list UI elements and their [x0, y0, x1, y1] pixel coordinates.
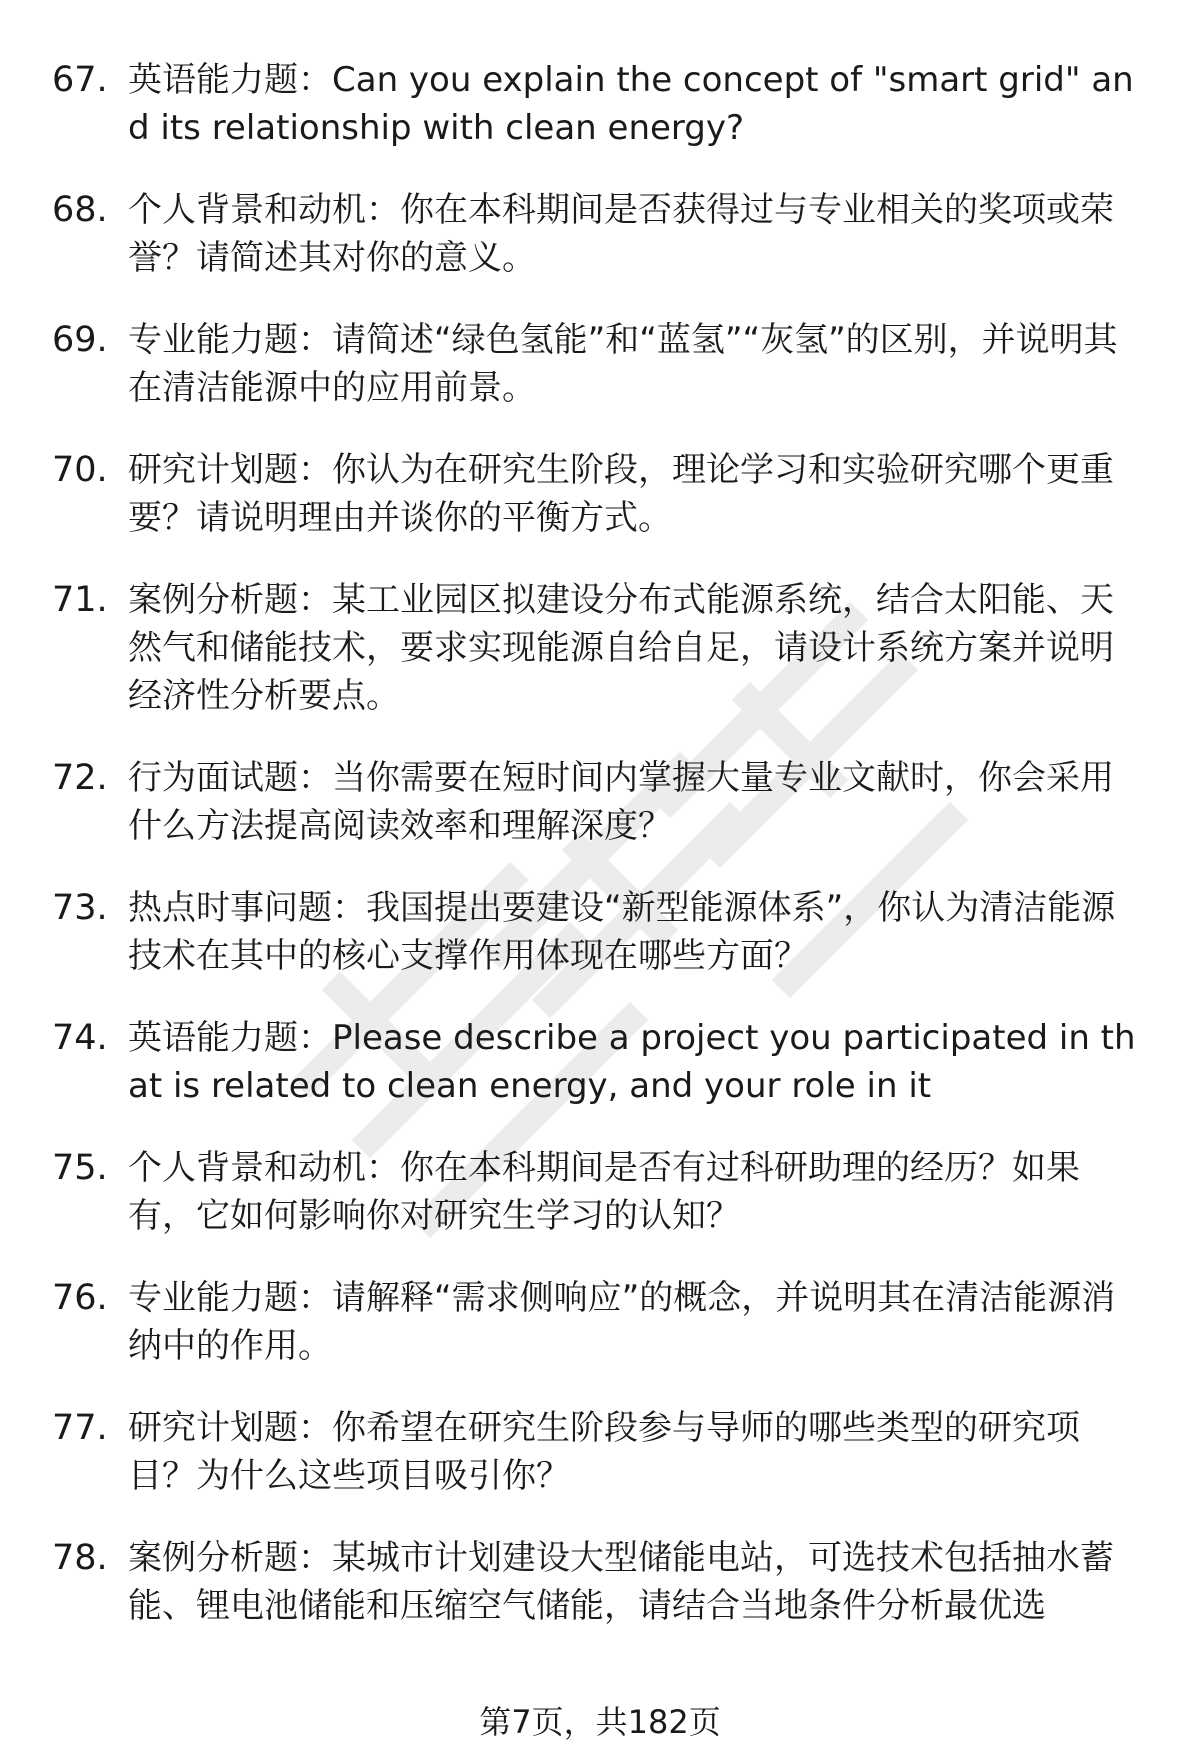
question-text: 案例分析题：某城市计划建设大型储能电站，可选技术包括抽水蓄能、锂电池储能和压缩空气储能，请结合当地条件分析最优选 [128, 1538, 1114, 1626]
question-item [0, 576, 1200, 734]
question-item [0, 1274, 1200, 1384]
question-number: 67. [52, 60, 108, 100]
question-text: 个人背景和动机：你在本科期间是否有过科研助理的经历？如果有，它如何影响你对研究生学习的认知？ [128, 1148, 1080, 1236]
question-item [0, 1144, 1200, 1254]
question-item [0, 1404, 1200, 1514]
question-number: 73. [52, 888, 108, 928]
question-number: 72. [52, 758, 108, 798]
question-text: 研究计划题：你希望在研究生阶段参与导师的哪些类型的研究项目？为什么这些项目吸引你？ [128, 1408, 1080, 1496]
question-number: 76. [52, 1278, 108, 1318]
question-text: 专业能力题：请解释“需求侧响应”的概念，并说明其在清洁能源消纳中的作用。 [128, 1278, 1116, 1366]
question-number: 71. [52, 580, 108, 620]
question-text: 案例分析题：某工业园区拟建设分布式能源系统，结合太阳能、天然气和储能技术，要求实现能源自给自足，请设计系统方案并说明经济性分析要点。 [128, 580, 1114, 716]
question-text: 英语能力题：Can you explain the concept of "smart grid" and its relationship with clean energy? [128, 60, 1134, 148]
question-text: 研究计划题：你认为在研究生阶段，理论学习和实验研究哪个更重要？请说明理由并谈你的平衡方式。 [128, 450, 1114, 538]
question-text: 热点时事问题：我国提出要建设“新型能源体系”，你认为清洁能源技术在其中的核心支撑作用体现在哪些方面？ [128, 888, 1116, 976]
question-number: 77. [52, 1408, 108, 1448]
question-number: 78. [52, 1538, 108, 1578]
page-number-footer: 第7页，共182页 [479, 1703, 721, 1741]
question-number: 68. [52, 190, 108, 230]
question-item [0, 446, 1200, 556]
question-item [0, 884, 1200, 994]
question-item [0, 316, 1200, 426]
question-item [0, 56, 1200, 166]
question-text: 英语能力题：Please describe a project you participated in that is related to clean energy, and your role in it [128, 1018, 1136, 1106]
question-text: 行为面试题：当你需要在短时间内掌握大量专业文献时，你会采用什么方法提高阅读效率和理解深度？ [128, 758, 1114, 846]
question-list [0, 56, 1200, 1664]
question-number: 74. [52, 1018, 108, 1058]
question-text: 专业能力题：请简述“绿色氢能”和“蓝氢”“灰氢”的区别，并说明其在清洁能源中的应用前景。 [128, 320, 1118, 408]
question-item [0, 1534, 1200, 1644]
question-item [0, 1014, 1200, 1124]
question-number: 69. [52, 320, 108, 360]
question-item [0, 754, 1200, 864]
question-item [0, 186, 1200, 296]
question-number: 70. [52, 450, 108, 490]
question-text: 个人背景和动机：你在本科期间是否获得过与专业相关的奖项或荣誉？请简述其对你的意义。 [128, 190, 1114, 278]
question-number: 75. [52, 1148, 108, 1188]
